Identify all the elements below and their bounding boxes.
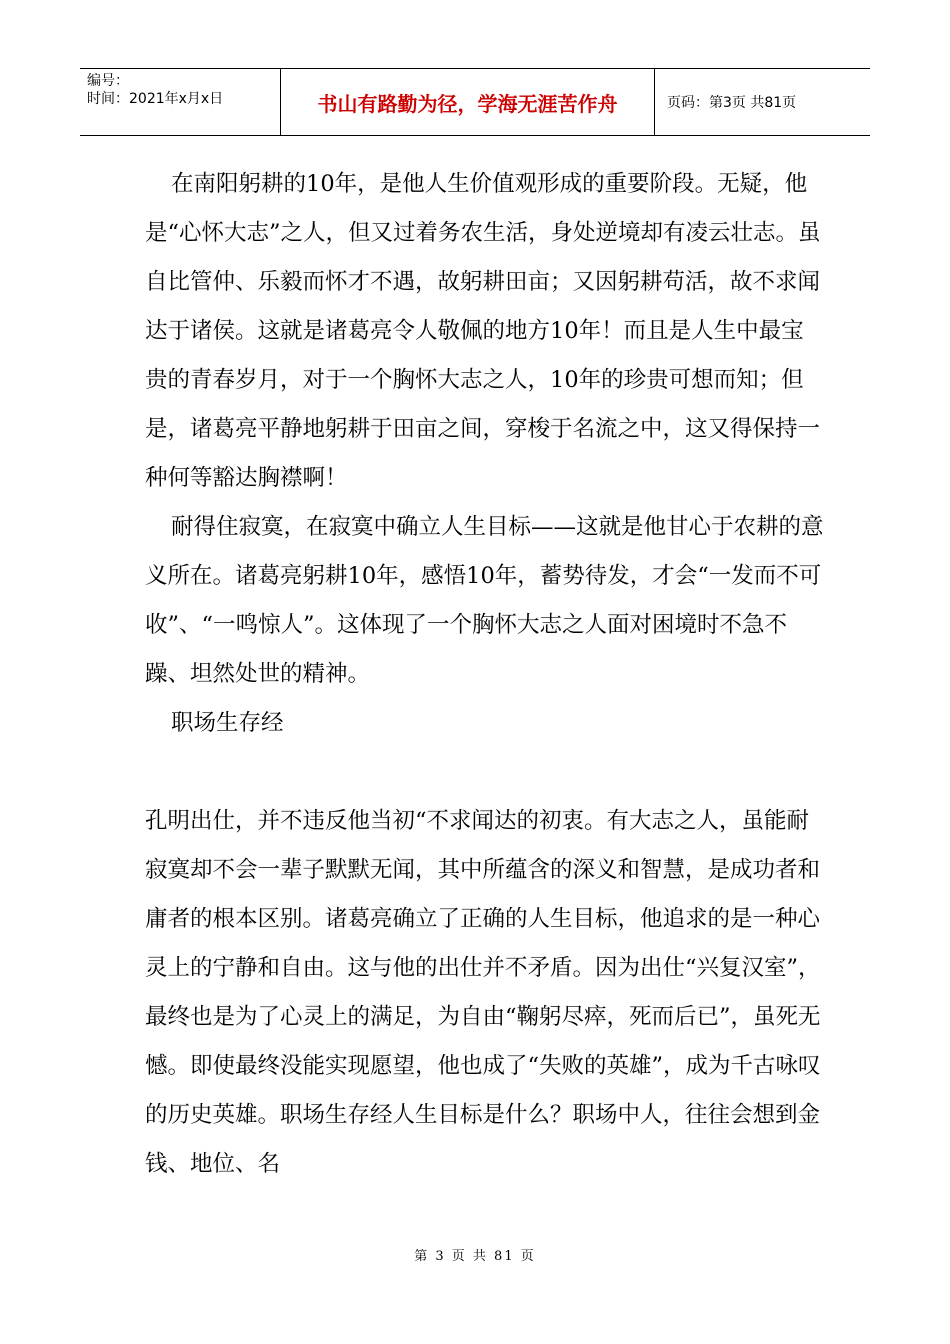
- section-heading: 职场生存经: [171, 710, 284, 736]
- header-page-info: 页码：第3页 共81页: [667, 95, 797, 111]
- document-time-label: 时间：2021年x月x日: [87, 91, 224, 107]
- paragraph: 在南阳躬耕的10年，是他人生价值观形成的重要阶段。无疑，他是“心怀大志”之人，但又过着务农生活，身处逆境却有凌云壮志。虽自比管仲、乐毅而怀才不遇，故躬耕田亩；又因躬耕苟活，故不求闻达于诸侯。这就是诸葛亮令人敬佩的地方10年！而且是人生中最宝贵的青春岁月，对于一个胸怀大志之人，10年的珍贵可想而知；但是，诸葛亮平静地躬耕于田亩之间，穿梭于名流之中，这又得保持一种何等豁达胸襟啊！: [145, 171, 821, 491]
- paragraph: 孔明出仕，并不违反他当初“不求闻达的初衷。有大志之人，虽能耐寂寞却不会一辈子默默无闻，其中所蕴含的深义和智慧，是成功者和庸者的根本区别。诸葛亮确立了正确的人生目标，他追求的是一种心灵上的宁静和自由。这与他的出仕并不矛盾。因为出仕“兴复汉室”，最终也是为了心灵上的满足，为自由“鞠躬尽瘁，死而后已”，虽死无憾。即使最终没能实现愿望，他也成了“失败的英雄”，成为千古咏叹的历史英雄。职场生存经人生目标是什么？职场中人，往往会想到金钱、地位、名: [145, 808, 821, 1177]
- page-footer: 第 3 页 共 81 页: [414, 1249, 536, 1264]
- paragraph: 耐得住寂寞，在寂寞中确立人生目标——这就是他甘心于农耕的意义所在。诸葛亮躬耕10年，感悟10年，蓄势待发，才会“一发而不可收”、“一鸣惊人”。这体现了一个胸怀大志之人面对困境时不急不躁、坦然处世的精神。: [145, 514, 824, 687]
- page-header: [80, 68, 870, 136]
- document-number-label: 编号：: [87, 73, 129, 89]
- blank-line: [145, 748, 825, 797]
- header-meta: [80, 69, 281, 135]
- document-body: [145, 160, 825, 1189]
- header-motto: 书山有路勤为径，学海无涯苦作舟: [281, 69, 655, 135]
